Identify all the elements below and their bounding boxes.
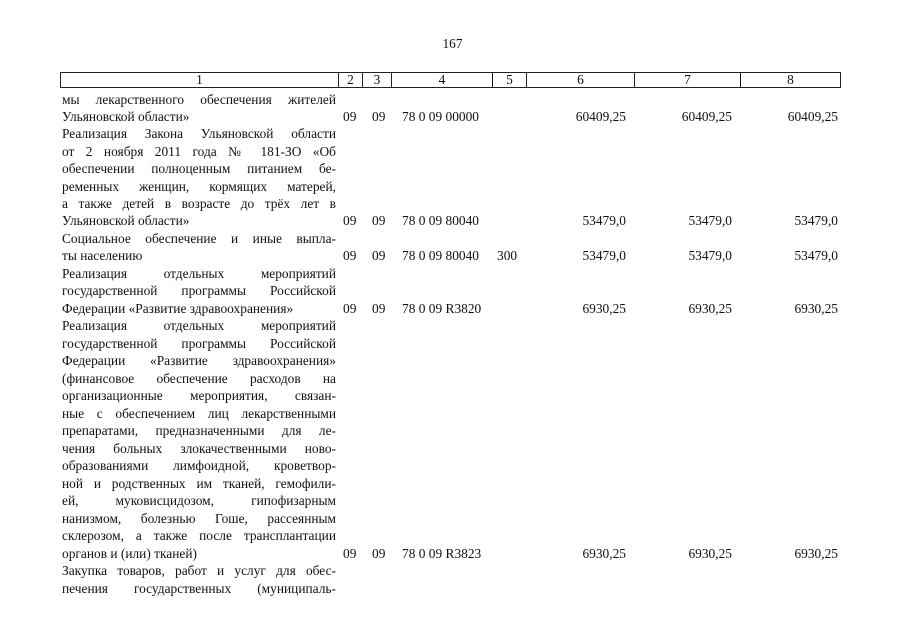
row-subsection-code: 09 xyxy=(372,301,386,316)
row-description-line: образованиями лимфоидной, кроветвор- xyxy=(62,458,336,473)
row-description-line: организационные мероприятия, связан- xyxy=(62,388,336,403)
row-section-code: 09 xyxy=(343,248,357,263)
header-col-5: 5 xyxy=(493,73,527,87)
row-description-line: препаратами, предназначенными для ле- xyxy=(62,423,336,438)
row-amount-col8: 60409,25 xyxy=(787,109,838,124)
row-amount-col6: 53479,0 xyxy=(582,248,626,263)
header-col-4: 4 xyxy=(392,73,493,87)
row-description-line: Ульяновской области» xyxy=(62,109,190,124)
row-target-code: 78 0 09 R3820 xyxy=(402,301,482,316)
row-description-line: органов и (или) тканей) xyxy=(62,546,197,561)
row-description-line: Ульяновской области» xyxy=(62,213,190,228)
page-number: 167 xyxy=(442,36,463,51)
row-description-line: Закупка товаров, работ и услуг для обес- xyxy=(62,563,336,578)
row-description-line: Федерации «Развитие здравоохранения» xyxy=(62,301,294,316)
row-target-code: 78 0 09 80040 xyxy=(402,213,479,228)
row-description-line: ременных женщин, кормящих матерей, xyxy=(62,179,336,194)
row-description-line: ей, муковисцидозом, гипофизарным xyxy=(62,493,336,508)
row-description-line: а также детей в возрасте до трёх лет в xyxy=(62,196,336,211)
row-amount-col7: 60409,25 xyxy=(681,109,732,124)
row-subsection-code: 09 xyxy=(372,546,386,561)
row-description-line: ной и родственных им тканей, гемофили- xyxy=(62,476,336,491)
row-description-line: склерозом, а также после трансплантации xyxy=(62,528,336,543)
row-description-line: Реализация отдельных мероприятий xyxy=(62,266,336,281)
row-target-code: 78 0 09 R3823 xyxy=(402,546,482,561)
row-description-line: (финансовое обеспечение расходов на xyxy=(62,371,336,386)
row-amount-col8: 6930,25 xyxy=(794,301,838,316)
row-description-line: государственной программы Российской xyxy=(62,283,336,298)
row-description-line: печения государственных (муниципаль- xyxy=(62,581,336,596)
row-expense-type: 300 xyxy=(497,248,518,263)
row-section-code: 09 xyxy=(343,301,357,316)
table-header-row xyxy=(60,72,841,88)
row-description-line: Федерации «Развитие здравоохранения» xyxy=(62,353,336,368)
header-col-3: 3 xyxy=(363,73,392,87)
row-amount-col7: 53479,0 xyxy=(688,248,732,263)
row-amount-col8: 53479,0 xyxy=(794,213,838,228)
row-section-code: 09 xyxy=(343,213,357,228)
row-description-line: обеспечении полноценным питанием бе- xyxy=(62,161,336,176)
row-amount-col6: 6930,25 xyxy=(582,301,626,316)
row-subsection-code: 09 xyxy=(372,248,386,263)
header-col-7: 7 xyxy=(635,73,741,87)
row-amount-col7: 6930,25 xyxy=(688,301,732,316)
row-amount-col8: 6930,25 xyxy=(794,546,838,561)
row-amount-col8: 53479,0 xyxy=(794,248,838,263)
row-target-code: 78 0 09 00000 xyxy=(402,109,479,124)
row-amount-col7: 53479,0 xyxy=(688,213,732,228)
row-amount-col6: 6930,25 xyxy=(582,546,626,561)
row-description-line: Реализация отдельных мероприятий xyxy=(62,318,336,333)
row-section-code: 09 xyxy=(343,109,357,124)
row-description-line: от 2 ноября 2011 года № 181-ЗО «Об xyxy=(62,144,336,159)
header-col-8: 8 xyxy=(787,72,794,87)
header-col-1: 1 xyxy=(61,73,339,87)
header-col-2: 2 xyxy=(339,73,363,87)
row-amount-col6: 60409,25 xyxy=(575,109,626,124)
row-description-line: ты населению xyxy=(62,248,143,263)
row-description-line: нанизмом, болезнью Гоше, рассеянным xyxy=(62,511,336,526)
row-description-line: государственной программы Российской xyxy=(62,336,336,351)
row-subsection-code: 09 xyxy=(372,109,386,124)
row-description-line: Социальное обеспечение и иные выпла- xyxy=(62,231,336,246)
row-description-line: мы лекарственного обеспечения жителей xyxy=(62,92,336,107)
row-target-code: 78 0 09 80040 xyxy=(402,248,479,263)
row-description-line: Реализация Закона Ульяновской области xyxy=(62,126,336,141)
row-amount-col7: 6930,25 xyxy=(688,546,732,561)
row-description-line: чения больных злокачественными ново- xyxy=(62,441,336,456)
row-section-code: 09 xyxy=(343,546,357,561)
row-subsection-code: 09 xyxy=(372,213,386,228)
header-col-6: 6 xyxy=(527,73,635,87)
row-amount-col6: 53479,0 xyxy=(582,213,626,228)
row-description-line: ные с обеспечением лиц лекарственными xyxy=(62,406,336,421)
